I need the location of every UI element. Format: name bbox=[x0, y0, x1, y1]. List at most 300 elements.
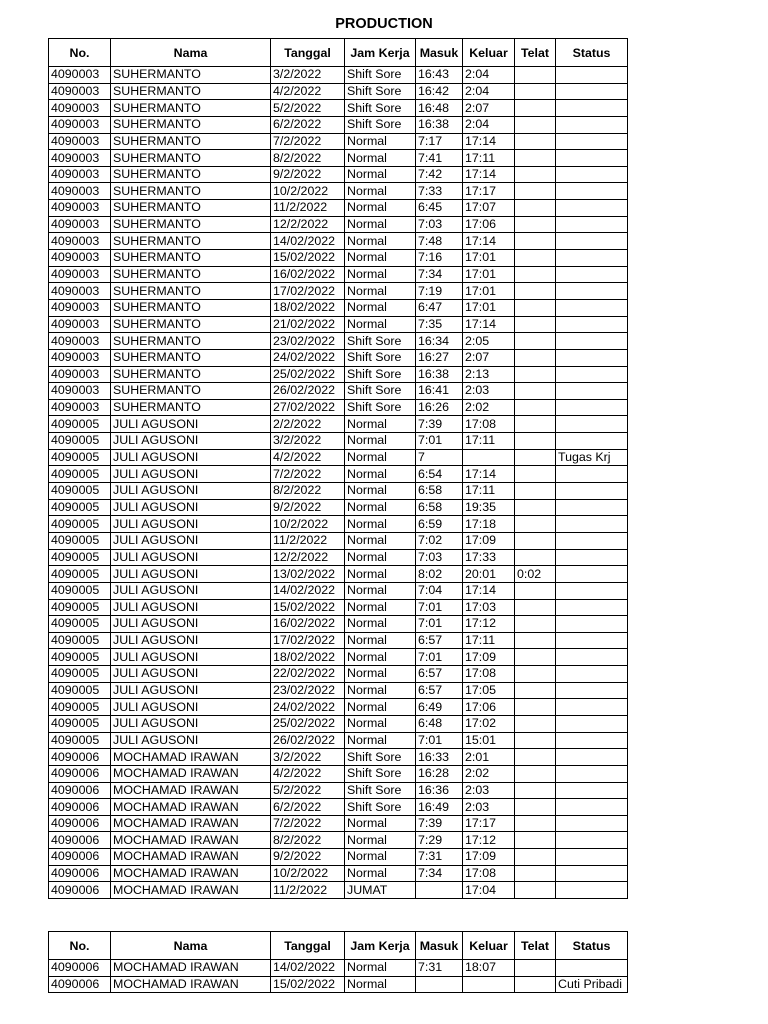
cell-status bbox=[556, 782, 628, 799]
cell-telat: 0:02 bbox=[515, 566, 556, 583]
cell-masuk: 7:34 bbox=[416, 865, 463, 882]
cell-keluar: 18:07 bbox=[463, 960, 515, 977]
cell-jam-kerja: Normal bbox=[345, 699, 416, 716]
cell-status bbox=[556, 549, 628, 566]
table-row bbox=[49, 782, 628, 799]
table-row bbox=[49, 865, 628, 882]
cell-no: 4090005 bbox=[49, 682, 111, 699]
cell-no: 4090003 bbox=[49, 133, 111, 150]
cell-jam-kerja: Normal bbox=[345, 499, 416, 516]
cell-nama: SUHERMANTO bbox=[111, 200, 271, 217]
cell-keluar: 17:11 bbox=[463, 632, 515, 649]
cell-masuk: 7:33 bbox=[416, 183, 463, 200]
cell-telat bbox=[515, 150, 556, 167]
cell-telat bbox=[515, 299, 556, 316]
cell-keluar: 17:12 bbox=[463, 616, 515, 633]
cell-masuk: 7:31 bbox=[416, 849, 463, 866]
cell-jam-kerja: JUMAT bbox=[345, 882, 416, 899]
cell-tanggal: 24/02/2022 bbox=[271, 699, 345, 716]
header-col-masuk: Masuk bbox=[416, 39, 463, 67]
cell-keluar: 2:04 bbox=[463, 83, 515, 100]
cell-nama: SUHERMANTO bbox=[111, 366, 271, 383]
cell-keluar: 2:07 bbox=[463, 349, 515, 366]
table-row bbox=[49, 732, 628, 749]
cell-jam-kerja: Normal bbox=[345, 632, 416, 649]
cell-keluar: 20:01 bbox=[463, 566, 515, 583]
cell-tanggal: 15/02/2022 bbox=[271, 976, 345, 993]
cell-telat bbox=[515, 666, 556, 683]
cell-status bbox=[556, 200, 628, 217]
cell-no: 4090005 bbox=[49, 499, 111, 516]
cell-jam-kerja: Shift Sore bbox=[345, 366, 416, 383]
cell-masuk: 16:27 bbox=[416, 349, 463, 366]
cell-status bbox=[556, 100, 628, 117]
cell-status bbox=[556, 483, 628, 500]
table-row bbox=[49, 649, 628, 666]
cell-status bbox=[556, 532, 628, 549]
cell-masuk: 7:02 bbox=[416, 532, 463, 549]
cell-jam-kerja: Normal bbox=[345, 649, 416, 666]
cell-no: 4090005 bbox=[49, 416, 111, 433]
cell-masuk: 6:45 bbox=[416, 200, 463, 217]
cell-jam-kerja: Shift Sore bbox=[345, 799, 416, 816]
cell-nama: MOCHAMAD IRAWAN bbox=[111, 976, 271, 993]
cell-tanggal: 5/2/2022 bbox=[271, 782, 345, 799]
cell-status bbox=[556, 116, 628, 133]
cell-tanggal: 26/02/2022 bbox=[271, 383, 345, 400]
cell-status: Cuti Pribadi bbox=[556, 976, 628, 993]
cell-no: 4090005 bbox=[49, 433, 111, 450]
cell-telat bbox=[515, 399, 556, 416]
cell-jam-kerja: Shift Sore bbox=[345, 83, 416, 100]
cell-masuk: 7:03 bbox=[416, 216, 463, 233]
table-body bbox=[49, 67, 628, 899]
cell-no: 4090003 bbox=[49, 266, 111, 283]
cell-keluar: 2:03 bbox=[463, 782, 515, 799]
table-row bbox=[49, 682, 628, 699]
cell-masuk: 6:57 bbox=[416, 632, 463, 649]
cell-keluar: 17:14 bbox=[463, 133, 515, 150]
cell-tanggal: 3/2/2022 bbox=[271, 749, 345, 766]
cell-tanggal: 4/2/2022 bbox=[271, 83, 345, 100]
cell-tanggal: 7/2/2022 bbox=[271, 815, 345, 832]
cell-nama: MOCHAMAD IRAWAN bbox=[111, 799, 271, 816]
cell-nama: SUHERMANTO bbox=[111, 83, 271, 100]
cell-telat bbox=[515, 316, 556, 333]
cell-telat bbox=[515, 799, 556, 816]
cell-no: 4090005 bbox=[49, 566, 111, 583]
cell-telat bbox=[515, 183, 556, 200]
cell-masuk: 16:33 bbox=[416, 749, 463, 766]
cell-keluar: 15:01 bbox=[463, 732, 515, 749]
cell-jam-kerja: Shift Sore bbox=[345, 349, 416, 366]
cell-tanggal: 3/2/2022 bbox=[271, 67, 345, 84]
cell-telat bbox=[515, 200, 556, 217]
cell-no: 4090003 bbox=[49, 283, 111, 300]
cell-no: 4090003 bbox=[49, 399, 111, 416]
cell-tanggal: 9/2/2022 bbox=[271, 849, 345, 866]
cell-keluar: 2:04 bbox=[463, 67, 515, 84]
cell-keluar: 2:07 bbox=[463, 100, 515, 117]
cell-no: 4090005 bbox=[49, 666, 111, 683]
cell-jam-kerja: Normal bbox=[345, 433, 416, 450]
header-col-masuk: Masuk bbox=[416, 932, 463, 960]
cell-jam-kerja: Shift Sore bbox=[345, 116, 416, 133]
cell-status bbox=[556, 882, 628, 899]
table-row bbox=[49, 799, 628, 816]
table-row bbox=[49, 976, 628, 993]
cell-tanggal: 4/2/2022 bbox=[271, 449, 345, 466]
cell-keluar: 17:14 bbox=[463, 582, 515, 599]
cell-no: 4090006 bbox=[49, 749, 111, 766]
cell-status bbox=[556, 67, 628, 84]
cell-no: 4090003 bbox=[49, 349, 111, 366]
cell-nama: JULI AGUSONI bbox=[111, 449, 271, 466]
cell-keluar: 17:01 bbox=[463, 299, 515, 316]
cell-no: 4090003 bbox=[49, 67, 111, 84]
cell-keluar: 2:02 bbox=[463, 399, 515, 416]
cell-keluar: 17:12 bbox=[463, 832, 515, 849]
cell-jam-kerja: Normal bbox=[345, 960, 416, 977]
cell-nama: JULI AGUSONI bbox=[111, 466, 271, 483]
cell-no: 4090003 bbox=[49, 183, 111, 200]
cell-nama: JULI AGUSONI bbox=[111, 582, 271, 599]
cell-tanggal: 16/02/2022 bbox=[271, 616, 345, 633]
table-row bbox=[49, 466, 628, 483]
cell-tanggal: 17/02/2022 bbox=[271, 632, 345, 649]
cell-status bbox=[556, 349, 628, 366]
cell-keluar: 2:01 bbox=[463, 749, 515, 766]
cell-masuk: 7:03 bbox=[416, 549, 463, 566]
cell-masuk: 16:48 bbox=[416, 100, 463, 117]
cell-jam-kerja: Shift Sore bbox=[345, 383, 416, 400]
cell-status bbox=[556, 399, 628, 416]
cell-status bbox=[556, 416, 628, 433]
cell-masuk: 7:01 bbox=[416, 599, 463, 616]
cell-status bbox=[556, 832, 628, 849]
cell-status bbox=[556, 649, 628, 666]
cell-jam-kerja: Normal bbox=[345, 666, 416, 683]
table-row bbox=[49, 250, 628, 267]
cell-keluar: 17:08 bbox=[463, 666, 515, 683]
cell-status bbox=[556, 666, 628, 683]
table-row bbox=[49, 133, 628, 150]
cell-masuk: 6:54 bbox=[416, 466, 463, 483]
cell-tanggal: 8/2/2022 bbox=[271, 483, 345, 500]
cell-keluar: 17:01 bbox=[463, 283, 515, 300]
cell-nama: MOCHAMAD IRAWAN bbox=[111, 782, 271, 799]
cell-status bbox=[556, 516, 628, 533]
cell-keluar: 17:14 bbox=[463, 316, 515, 333]
cell-status bbox=[556, 765, 628, 782]
cell-telat bbox=[515, 765, 556, 782]
table-row bbox=[49, 532, 628, 549]
cell-nama: JULI AGUSONI bbox=[111, 666, 271, 683]
table-row bbox=[49, 116, 628, 133]
table-body bbox=[49, 960, 628, 993]
cell-tanggal: 14/02/2022 bbox=[271, 233, 345, 250]
cell-no: 4090006 bbox=[49, 832, 111, 849]
cell-no: 4090005 bbox=[49, 616, 111, 633]
cell-status bbox=[556, 333, 628, 350]
cell-status bbox=[556, 466, 628, 483]
cell-no: 4090005 bbox=[49, 715, 111, 732]
cell-status bbox=[556, 632, 628, 649]
cell-keluar: 17:09 bbox=[463, 649, 515, 666]
cell-telat bbox=[515, 832, 556, 849]
table-row bbox=[49, 299, 628, 316]
cell-tanggal: 14/02/2022 bbox=[271, 960, 345, 977]
cell-masuk: 16:26 bbox=[416, 399, 463, 416]
table-row bbox=[49, 100, 628, 117]
cell-jam-kerja: Shift Sore bbox=[345, 749, 416, 766]
cell-nama: MOCHAMAD IRAWAN bbox=[111, 849, 271, 866]
cell-masuk: 7:01 bbox=[416, 732, 463, 749]
cell-nama: MOCHAMAD IRAWAN bbox=[111, 815, 271, 832]
attendance-table-continued bbox=[48, 931, 628, 993]
table-row bbox=[49, 483, 628, 500]
cell-jam-kerja: Normal bbox=[345, 566, 416, 583]
table-row bbox=[49, 582, 628, 599]
cell-jam-kerja: Normal bbox=[345, 416, 416, 433]
cell-nama: JULI AGUSONI bbox=[111, 416, 271, 433]
cell-masuk: 16:49 bbox=[416, 799, 463, 816]
cell-masuk: 16:42 bbox=[416, 83, 463, 100]
cell-nama: JULI AGUSONI bbox=[111, 566, 271, 583]
header-col-jam-kerja: Jam Kerja bbox=[345, 932, 416, 960]
cell-tanggal: 15/02/2022 bbox=[271, 250, 345, 267]
cell-nama: SUHERMANTO bbox=[111, 333, 271, 350]
cell-masuk: 7:39 bbox=[416, 416, 463, 433]
cell-tanggal: 25/02/2022 bbox=[271, 366, 345, 383]
cell-telat bbox=[515, 732, 556, 749]
cell-masuk: 7:16 bbox=[416, 250, 463, 267]
cell-masuk: 6:48 bbox=[416, 715, 463, 732]
header-col-nama: Nama bbox=[111, 39, 271, 67]
cell-status bbox=[556, 366, 628, 383]
cell-tanggal: 5/2/2022 bbox=[271, 100, 345, 117]
cell-tanggal: 26/02/2022 bbox=[271, 732, 345, 749]
cell-tanggal: 9/2/2022 bbox=[271, 499, 345, 516]
cell-no: 4090006 bbox=[49, 849, 111, 866]
cell-nama: MOCHAMAD IRAWAN bbox=[111, 765, 271, 782]
table-row bbox=[49, 316, 628, 333]
cell-tanggal: 8/2/2022 bbox=[271, 832, 345, 849]
cell-telat bbox=[515, 266, 556, 283]
cell-masuk: 7:39 bbox=[416, 815, 463, 832]
cell-jam-kerja: Normal bbox=[345, 682, 416, 699]
cell-tanggal: 7/2/2022 bbox=[271, 466, 345, 483]
cell-tanggal: 10/2/2022 bbox=[271, 183, 345, 200]
cell-tanggal: 18/02/2022 bbox=[271, 299, 345, 316]
cell-no: 4090006 bbox=[49, 976, 111, 993]
cell-masuk: 7:04 bbox=[416, 582, 463, 599]
cell-telat bbox=[515, 349, 556, 366]
cell-telat bbox=[515, 699, 556, 716]
table-row bbox=[49, 67, 628, 84]
cell-jam-kerja: Normal bbox=[345, 200, 416, 217]
table-row bbox=[49, 666, 628, 683]
table-row bbox=[49, 749, 628, 766]
cell-status bbox=[556, 960, 628, 977]
cell-keluar: 17:08 bbox=[463, 416, 515, 433]
cell-tanggal: 2/2/2022 bbox=[271, 416, 345, 433]
cell-masuk: 16:38 bbox=[416, 366, 463, 383]
cell-telat bbox=[515, 682, 556, 699]
cell-status bbox=[556, 166, 628, 183]
table-row bbox=[49, 815, 628, 832]
header-col-no: No. bbox=[49, 932, 111, 960]
cell-jam-kerja: Normal bbox=[345, 316, 416, 333]
cell-no: 4090003 bbox=[49, 216, 111, 233]
table-row bbox=[49, 882, 628, 899]
cell-masuk: 16:28 bbox=[416, 765, 463, 782]
table-row bbox=[49, 166, 628, 183]
cell-status bbox=[556, 183, 628, 200]
header-col-nama: Nama bbox=[111, 932, 271, 960]
cell-nama: SUHERMANTO bbox=[111, 100, 271, 117]
cell-keluar: 17:07 bbox=[463, 200, 515, 217]
cell-nama: JULI AGUSONI bbox=[111, 699, 271, 716]
table-row bbox=[49, 960, 628, 977]
cell-telat bbox=[515, 499, 556, 516]
cell-telat bbox=[515, 549, 556, 566]
cell-nama: JULI AGUSONI bbox=[111, 599, 271, 616]
cell-telat bbox=[515, 250, 556, 267]
cell-nama: JULI AGUSONI bbox=[111, 532, 271, 549]
cell-keluar: 2:03 bbox=[463, 799, 515, 816]
cell-keluar: 2:13 bbox=[463, 366, 515, 383]
cell-status bbox=[556, 433, 628, 450]
cell-tanggal: 7/2/2022 bbox=[271, 133, 345, 150]
cell-telat bbox=[515, 582, 556, 599]
header-col-keluar: Keluar bbox=[463, 932, 515, 960]
cell-tanggal: 13/02/2022 bbox=[271, 566, 345, 583]
cell-nama: SUHERMANTO bbox=[111, 316, 271, 333]
cell-jam-kerja: Normal bbox=[345, 166, 416, 183]
cell-no: 4090003 bbox=[49, 100, 111, 117]
cell-telat bbox=[515, 233, 556, 250]
cell-no: 4090003 bbox=[49, 316, 111, 333]
table-row bbox=[49, 516, 628, 533]
cell-tanggal: 22/02/2022 bbox=[271, 666, 345, 683]
table-row bbox=[49, 549, 628, 566]
cell-keluar: 17:09 bbox=[463, 849, 515, 866]
cell-nama: MOCHAMAD IRAWAN bbox=[111, 960, 271, 977]
cell-telat bbox=[515, 466, 556, 483]
cell-jam-kerja: Normal bbox=[345, 233, 416, 250]
cell-tanggal: 12/2/2022 bbox=[271, 549, 345, 566]
cell-no: 4090003 bbox=[49, 299, 111, 316]
cell-telat bbox=[515, 433, 556, 450]
cell-masuk: 6:58 bbox=[416, 499, 463, 516]
cell-masuk: 6:57 bbox=[416, 682, 463, 699]
table-row bbox=[49, 266, 628, 283]
table-row bbox=[49, 449, 628, 466]
table-row bbox=[49, 349, 628, 366]
cell-masuk: 16:43 bbox=[416, 67, 463, 84]
cell-no: 4090005 bbox=[49, 516, 111, 533]
cell-jam-kerja: Normal bbox=[345, 549, 416, 566]
table-row bbox=[49, 433, 628, 450]
cell-nama: SUHERMANTO bbox=[111, 67, 271, 84]
cell-jam-kerja: Normal bbox=[345, 150, 416, 167]
cell-nama: SUHERMANTO bbox=[111, 383, 271, 400]
header-col-no: No. bbox=[49, 39, 111, 67]
cell-telat bbox=[515, 366, 556, 383]
cell-status bbox=[556, 133, 628, 150]
cell-status bbox=[556, 499, 628, 516]
cell-keluar: 17:09 bbox=[463, 532, 515, 549]
attendance-table bbox=[48, 38, 628, 899]
cell-tanggal: 9/2/2022 bbox=[271, 166, 345, 183]
cell-masuk: 8:02 bbox=[416, 566, 463, 583]
cell-keluar: 17:06 bbox=[463, 216, 515, 233]
cell-tanggal: 12/2/2022 bbox=[271, 216, 345, 233]
cell-tanggal: 24/02/2022 bbox=[271, 349, 345, 366]
cell-jam-kerja: Normal bbox=[345, 715, 416, 732]
cell-nama: JULI AGUSONI bbox=[111, 483, 271, 500]
cell-no: 4090005 bbox=[49, 582, 111, 599]
cell-telat bbox=[515, 749, 556, 766]
cell-masuk: 16:34 bbox=[416, 333, 463, 350]
cell-telat bbox=[515, 865, 556, 882]
table-row bbox=[49, 216, 628, 233]
cell-nama: JULI AGUSONI bbox=[111, 732, 271, 749]
cell-nama: SUHERMANTO bbox=[111, 183, 271, 200]
cell-jam-kerja: Normal bbox=[345, 449, 416, 466]
cell-nama: SUHERMANTO bbox=[111, 399, 271, 416]
cell-nama: JULI AGUSONI bbox=[111, 632, 271, 649]
cell-no: 4090003 bbox=[49, 250, 111, 267]
cell-masuk: 7:19 bbox=[416, 283, 463, 300]
cell-nama: JULI AGUSONI bbox=[111, 682, 271, 699]
cell-keluar: 17:04 bbox=[463, 882, 515, 899]
cell-telat bbox=[515, 815, 556, 832]
cell-tanggal: 15/02/2022 bbox=[271, 599, 345, 616]
table-row bbox=[49, 616, 628, 633]
table-row bbox=[49, 566, 628, 583]
cell-masuk: 7:29 bbox=[416, 832, 463, 849]
cell-status bbox=[556, 732, 628, 749]
cell-tanggal: 18/02/2022 bbox=[271, 649, 345, 666]
cell-keluar: 19:35 bbox=[463, 499, 515, 516]
cell-no: 4090006 bbox=[49, 865, 111, 882]
cell-jam-kerja: Normal bbox=[345, 483, 416, 500]
cell-telat bbox=[515, 960, 556, 977]
cell-status bbox=[556, 566, 628, 583]
cell-jam-kerja: Normal bbox=[345, 283, 416, 300]
cell-no: 4090005 bbox=[49, 699, 111, 716]
cell-masuk: 7:01 bbox=[416, 649, 463, 666]
table-row bbox=[49, 849, 628, 866]
cell-telat bbox=[515, 216, 556, 233]
cell-no: 4090005 bbox=[49, 549, 111, 566]
cell-telat bbox=[515, 383, 556, 400]
cell-nama: SUHERMANTO bbox=[111, 133, 271, 150]
cell-status bbox=[556, 815, 628, 832]
cell-jam-kerja: Normal bbox=[345, 832, 416, 849]
cell-jam-kerja: Shift Sore bbox=[345, 100, 416, 117]
cell-telat bbox=[515, 67, 556, 84]
cell-telat bbox=[515, 100, 556, 117]
cell-keluar: 17:14 bbox=[463, 466, 515, 483]
cell-jam-kerja: Shift Sore bbox=[345, 67, 416, 84]
cell-nama: SUHERMANTO bbox=[111, 349, 271, 366]
table-row bbox=[49, 416, 628, 433]
cell-keluar: 17:17 bbox=[463, 183, 515, 200]
cell-jam-kerja: Normal bbox=[345, 815, 416, 832]
